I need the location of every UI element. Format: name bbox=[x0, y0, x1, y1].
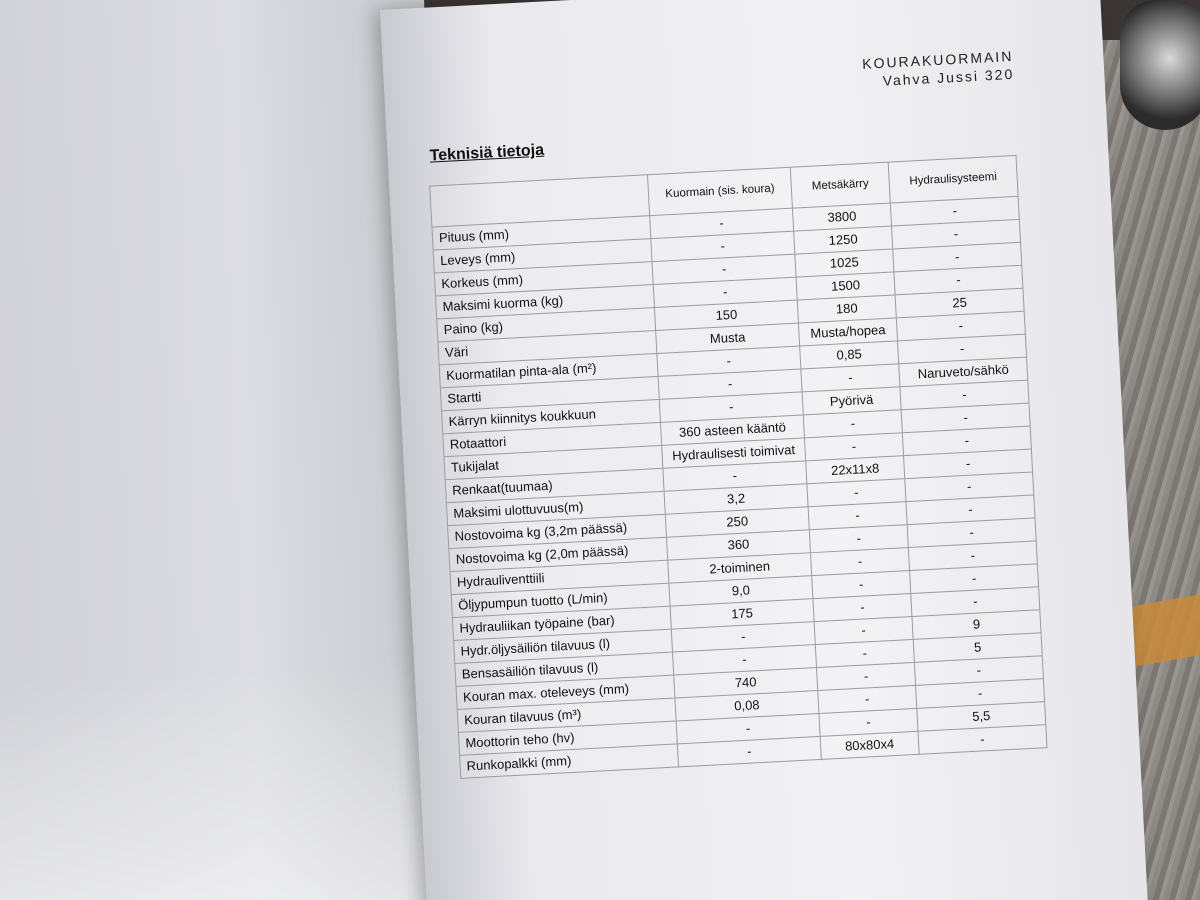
row-label: Maksimi kuorma (kg) bbox=[436, 285, 655, 319]
cell-metsakarry: - bbox=[812, 571, 911, 599]
row-label: Maksimi ulottuvuus(m) bbox=[446, 491, 665, 525]
cell-kuormain: 360 bbox=[666, 530, 810, 560]
cell-hydraulisysteemi: 25 bbox=[895, 288, 1024, 318]
cell-hydraulisysteemi: - bbox=[901, 403, 1030, 433]
header-line-2: Vahva Jussi 320 bbox=[882, 65, 1015, 89]
cell-metsakarry: Pyörivä bbox=[802, 387, 901, 415]
cell-hydraulisysteemi: 5 bbox=[913, 633, 1042, 663]
cell-kuormain: - bbox=[677, 736, 821, 766]
cell-kuormain: 360 asteen kääntö bbox=[660, 415, 804, 445]
cell-hydraulisysteemi: - bbox=[918, 725, 1047, 755]
cell-kuormain: - bbox=[657, 346, 801, 376]
cell-metsakarry: 22x11x8 bbox=[806, 456, 905, 484]
cell-hydraulisysteemi: - bbox=[908, 541, 1037, 571]
row-label: Runkopalkki (mm) bbox=[460, 744, 679, 778]
document-header bbox=[862, 47, 1015, 91]
spec-page bbox=[380, 0, 1148, 900]
row-label: Väri bbox=[438, 331, 657, 365]
cell-metsakarry: - bbox=[810, 548, 909, 576]
header-col-1: Kuormain (sis. koura) bbox=[647, 167, 792, 215]
cell-hydraulisysteemi: Naruveto/sähkö bbox=[899, 357, 1028, 387]
header-col-2: Metsäkärry bbox=[790, 162, 890, 208]
cell-kuormain: Musta bbox=[656, 323, 800, 353]
cell-hydraulisysteemi: - bbox=[914, 656, 1043, 686]
cell-hydraulisysteemi: - bbox=[911, 587, 1040, 617]
row-label: Bensasäiliön tilavuus (l) bbox=[455, 652, 674, 686]
row-label: Korkeus (mm) bbox=[434, 262, 653, 296]
cell-kuormain: 2-toiminen bbox=[668, 553, 812, 583]
row-label: Öljypumpun tuotto (L/min) bbox=[451, 583, 670, 617]
cell-hydraulisysteemi: - bbox=[910, 564, 1039, 594]
row-label: Kouran max. oteleveys (mm) bbox=[456, 675, 675, 709]
row-label: Renkaat(tuumaa) bbox=[445, 468, 664, 502]
cell-metsakarry: - bbox=[819, 708, 918, 736]
cell-hydraulisysteemi: - bbox=[892, 219, 1021, 249]
cell-hydraulisysteemi: - bbox=[890, 196, 1019, 226]
cell-hydraulisysteemi: - bbox=[907, 518, 1036, 548]
cell-kuormain: - bbox=[652, 254, 796, 284]
cell-metsakarry: - bbox=[814, 616, 913, 644]
cell-hydraulisysteemi: - bbox=[904, 449, 1033, 479]
row-label: Tukijalat bbox=[444, 445, 663, 479]
cell-kuormain: - bbox=[663, 461, 807, 491]
spec-table bbox=[429, 155, 1047, 779]
row-label: Rotaattori bbox=[443, 422, 662, 456]
cell-kuormain: 175 bbox=[670, 599, 814, 629]
cell-hydraulisysteemi: - bbox=[905, 472, 1034, 502]
cell-metsakarry: - bbox=[807, 479, 906, 507]
cell-kuormain: - bbox=[676, 713, 820, 743]
row-label: Hydrauliventtiili bbox=[450, 560, 669, 594]
cell-hydraulisysteemi: - bbox=[916, 679, 1045, 709]
cell-metsakarry: - bbox=[809, 525, 908, 553]
cell-metsakarry: - bbox=[817, 662, 916, 690]
row-label: Leveys (mm) bbox=[433, 239, 652, 273]
cell-metsakarry: 1250 bbox=[794, 226, 893, 254]
cell-kuormain: Hydraulisesti toimivat bbox=[662, 438, 806, 468]
row-label: Hydrauliikan työpaine (bar) bbox=[452, 606, 671, 640]
cell-metsakarry: Musta/hopea bbox=[798, 318, 897, 346]
cell-kuormain: - bbox=[653, 277, 797, 307]
cell-metsakarry: - bbox=[801, 364, 900, 392]
cell-kuormain: 9,0 bbox=[669, 576, 813, 606]
cell-hydraulisysteemi: - bbox=[902, 426, 1031, 456]
cell-metsakarry: - bbox=[815, 639, 914, 667]
row-label: Startti bbox=[440, 376, 659, 410]
cell-hydraulisysteemi: - bbox=[896, 311, 1025, 341]
row-label: Nostovoima kg (2,0m päässä) bbox=[449, 537, 668, 571]
cell-kuormain: 0,08 bbox=[675, 691, 819, 721]
cell-kuormain: - bbox=[673, 645, 817, 675]
cell-kuormain: 150 bbox=[654, 300, 798, 330]
cell-hydraulisysteemi: - bbox=[906, 495, 1035, 525]
cell-metsakarry: 0,85 bbox=[800, 341, 899, 369]
cell-hydraulisysteemi: - bbox=[900, 380, 1029, 410]
cell-hydraulisysteemi: 9 bbox=[912, 610, 1041, 640]
spec-table-body bbox=[432, 196, 1047, 778]
cell-kuormain: 740 bbox=[674, 668, 818, 698]
row-label: Paino (kg) bbox=[437, 308, 656, 342]
row-label: Kouran tilavuus (m³) bbox=[457, 698, 676, 732]
cell-kuormain: - bbox=[659, 392, 803, 422]
cell-kuormain: - bbox=[658, 369, 802, 399]
row-label: Nostovoima kg (3,2m päässä) bbox=[448, 514, 667, 548]
cell-kuormain: - bbox=[671, 622, 815, 652]
cell-hydraulisysteemi: - bbox=[898, 334, 1027, 364]
metal-clamp bbox=[1120, 0, 1200, 130]
cell-metsakarry: 180 bbox=[797, 295, 896, 323]
cell-metsakarry: 1025 bbox=[795, 249, 894, 277]
header-col-3: Hydraulisysteemi bbox=[888, 155, 1018, 203]
row-label: Kuormatilan pinta-ala (m²) bbox=[439, 353, 658, 387]
row-label: Hydr.öljysäiliön tilavuus (l) bbox=[454, 629, 673, 663]
cell-kuormain: - bbox=[650, 208, 794, 238]
row-label: Moottorin teho (hv) bbox=[458, 721, 677, 755]
row-label: Pituus (mm) bbox=[432, 216, 651, 250]
cell-metsakarry: - bbox=[813, 594, 912, 622]
cell-metsakarry: 3800 bbox=[792, 203, 891, 231]
cell-hydraulisysteemi: 5,5 bbox=[917, 702, 1046, 732]
cell-hydraulisysteemi: - bbox=[894, 265, 1023, 295]
cell-metsakarry: - bbox=[818, 685, 917, 713]
row-label: Kärryn kiinnitys koukkuun bbox=[442, 399, 661, 433]
cell-metsakarry: - bbox=[803, 410, 902, 438]
cell-kuormain: 3,2 bbox=[664, 484, 808, 514]
cell-kuormain: - bbox=[651, 231, 795, 261]
header-line-1: KOURAKUORMAIN bbox=[861, 47, 1014, 72]
page-title: Teknisiä tietoja bbox=[429, 141, 545, 165]
cell-hydraulisysteemi: - bbox=[893, 242, 1022, 272]
cell-metsakarry: 80x80x4 bbox=[820, 731, 919, 759]
cell-metsakarry: - bbox=[808, 502, 907, 530]
cell-metsakarry: - bbox=[804, 433, 903, 461]
cell-metsakarry: 1500 bbox=[796, 272, 895, 300]
cell-kuormain: 250 bbox=[665, 507, 809, 537]
